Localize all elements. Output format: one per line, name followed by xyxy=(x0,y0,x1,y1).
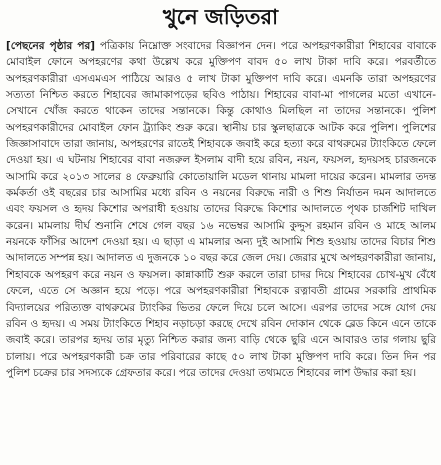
continuation-marker: [পেছনের পৃষ্ঠার পর] xyxy=(6,40,95,52)
article-body-text: পত্রিকায় নিম্নোক্ত সংবাদের বিজ্ঞাপন দেন। পরে অপহরণকারীরা শিহাবের বাবাকে মোবাইল ফোনে অপহরণের কথা উল্লেখ করে মুক্তিপণ বাবদ ৫০ লাখ টাকা দাবি করে। পরবর্তীতে অপহরণকারীরা এসএমএস পাঠিয়ে আরও ৫ লাখ টাকা মুক্তিপণ দাবি করে। এমনকি তারা অপহরণের সত্যতা নিশ্চিত করতে শিহাবের জামাকাপড়ের ছবিও পাঠায়। শিহাবের বাবা-মা পাগলের মতো এখানে-সেখানে খোঁজ করতে থাকেন তাদের সন্তানকে। কিন্তু কোথাও মিলছিল না তাদের সন্তানকে। পুলিশ অপহরণকারীদের মোবাইল ফোন ট্র্যাকিং শুরু করে। স্থানীয় চার স্কুলছাত্রকে আটক করে পুলিশ। পুলিশের জিজ্ঞাসাবাদে তারা জানায়, অপহরণের রাতেই শিহাবকে জবাই করে হত্যা করে বাথরুমের ট্যাংকিতে ফেলে দেওয়া হয়। এ ঘটনায় শিহাবের বাবা নজরুল ইসলাম বাদী হয়ে রবিন, নয়ন, ফয়সল, হৃদয়সহ চারজনকে আসামি করে ২০১৩ সালের ৪ ফেব্রুয়ারি কোতোয়ালি মডেল থানায় মামলা দায়ের করেন। মামলার তদন্ত কর্মকর্তা ওই বছরের চার আসামির মধ্যে রবিন ও নয়নের বিরুদ্ধে নারী ও শিশু নির্যাতন দমন আদালতে এবং ফয়সল ও হৃদয় কিশোর অপরাধী হওয়ায় তাদের বিরুদ্ধে কিশোর আদালতে পৃথক চার্জশিট দাখিল করেন। মামলায় দীর্ঘ শুনানি শেষে গেল বছর ১৬ নভেম্বর আসামি কুদ্দুস রহমান রবিন ও মাহে আলম নয়নকে ফাঁসির আদেশ দেওয়া হয়। এ ছাড়া এ মামলার অন্য দুই আসামি শিশু হওয়ায় তাদের বিচার শিশু আদালতে সম্পন্ন হয়। আদালত এ দুজনকে ১০ বছর করে জেল দেয়। জেরার মুখে অপহরণকারীরা জানায়, শিহাবকে অপহরণ করে নয়ন ও ফয়সল। কান্নাকাটি শুরু করলে তারা চাদর দিয়ে শিহাবের চোখ-মুখ বেঁধে ফেলে, এতে সে অজ্ঞান হয়ে পড়ে। পরে অপহরণকারীরা শিহাবকে রত্নাবতী গ্রামের সরকারি প্রাথমিক বিদ্যালয়ের পরিত্যক্ত বাথরুমের ট্যাংকির ভিতর ফেলে দিয়ে চলে আসে। এরপর তাদের সঙ্গে যোগ দেয় রবিন ও হৃদয়। এ সময় ট্যাংকিতে শিহাব নড়াচড়া করছে দেখে রবিন দোকান থেকে ব্লেড কিনে এনে তাকে জবাই করে। তারপর হৃদয় তার মৃত্যু নিশ্চিত করার জন্য বাড়ি থেকে ছুরি এনে আবারও তার গলায় ছুরি চালায়। পরে অপহরণকারী চক্র তার পরিবারের কাছে ৫০ লাখ টাকা মুক্তিপণ দাবি করে। তিন দিন পর পুলিশ চক্রের চার সদস্যকে গ্রেফতার করে। পরে তাদের দেওয়া তথ্যমতে শিহাবের লাশ উদ্ধার করা হয়। xyxy=(6,40,436,379)
article-body xyxy=(6,38,436,381)
article-headline: খুনে জড়িতরা xyxy=(162,5,279,29)
